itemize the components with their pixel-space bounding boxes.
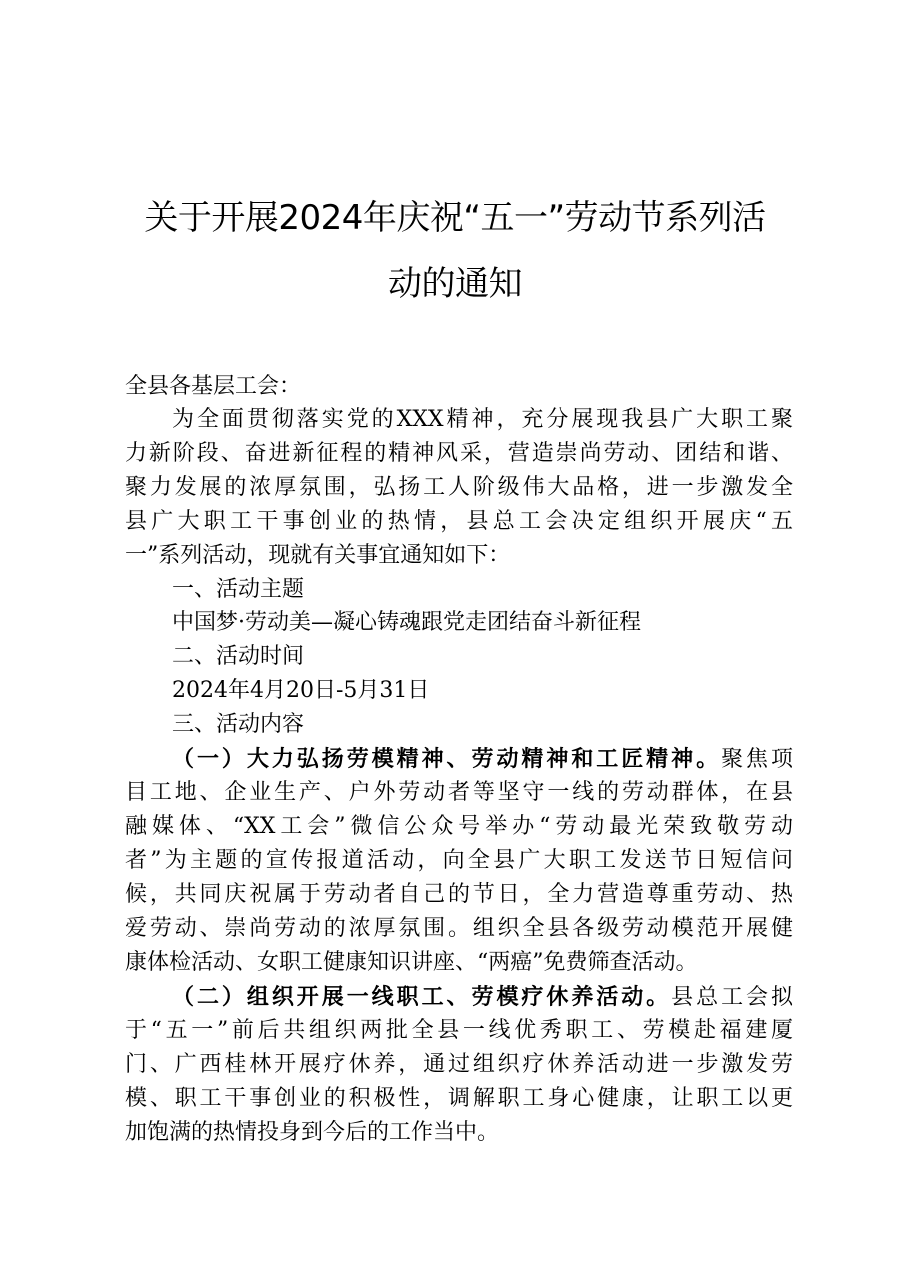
section-heading-theme: 一、活动主题: [172, 577, 305, 602]
item-2-line: 模、职工干事创业的积极性，调解职工身心健康，让职工以更: [125, 1086, 793, 1111]
section-heading-time: 二、活动时间: [172, 644, 305, 669]
intro-line: 聚力发展的浓厚氛围，弘扬工人阶级伟大品格，进一步激发全: [125, 475, 793, 500]
item-2-line: 门、广西桂林开展疗休养，通过组织疗休养活动进一步激发劳: [125, 1052, 793, 1077]
item-1-first-rest: 聚焦项: [721, 747, 793, 772]
item-1-line: 者”为主题的宣传报道活动，向全县广大职工发送节日短信问: [125, 848, 793, 873]
item-1-line: 融媒体、“XX工会”微信公众号举办“劳动最光荣致敬劳动: [125, 814, 793, 839]
theme-text: 中国梦·劳动美—凝心铸魂跟党走团结奋斗新征程: [172, 610, 641, 635]
intro-line: 为全面贯彻落实党的XXX精神，充分展现我县广大职工聚: [172, 407, 793, 432]
item-1-line: 爱劳动、崇尚劳动的浓厚氛围。组织全县各级劳动模范开展健: [125, 916, 793, 941]
item-2-first-line: [172, 982, 793, 1013]
time-text: 2024年4月20日-5月31日: [172, 678, 430, 703]
item-2-line: 加饱满的热情投身到今后的工作当中。: [125, 1120, 500, 1145]
intro-line: 一”系列活动，现就有关事宜通知如下：: [125, 543, 511, 568]
section-heading-content: 三、活动内容: [172, 712, 305, 737]
item-2-title: （二）组织开展一线职工、劳模疗休养活动。: [172, 984, 672, 1010]
intro-line: 县广大职工干事创业的热情，县总工会决定组织开展庆“五: [125, 509, 793, 534]
document-title-line-2: 动的通知: [388, 264, 522, 304]
item-1-line: 候，共同庆祝属于劳动者自己的节日，全力营造尊重劳动、热: [125, 882, 793, 907]
intro-line: 力新阶段、奋进新征程的精神风采，营造崇尚劳动、团结和谐、: [125, 441, 793, 466]
item-1-line: 康体检活动、女职工健康知识讲座、“两癌”免费筛查活动。: [125, 950, 698, 975]
document-title-line-1: 关于开展2024年庆祝“五一”劳动节系列活: [144, 198, 766, 238]
item-1-title: （一）大力弘扬劳模精神、劳动精神和工匠精神。: [172, 746, 722, 772]
item-2-line: 于“五一”前后共组织两批全县一线优秀职工、劳模赴福建厦: [125, 1018, 793, 1043]
item-1-first-line: [172, 744, 793, 775]
item-2-first-rest: 县总工会拟: [671, 985, 793, 1010]
salutation: 全县各基层工会：: [125, 374, 302, 399]
item-1-line: 目工地、企业生产、户外劳动者等坚守一线的劳动群体，在县: [125, 780, 793, 805]
